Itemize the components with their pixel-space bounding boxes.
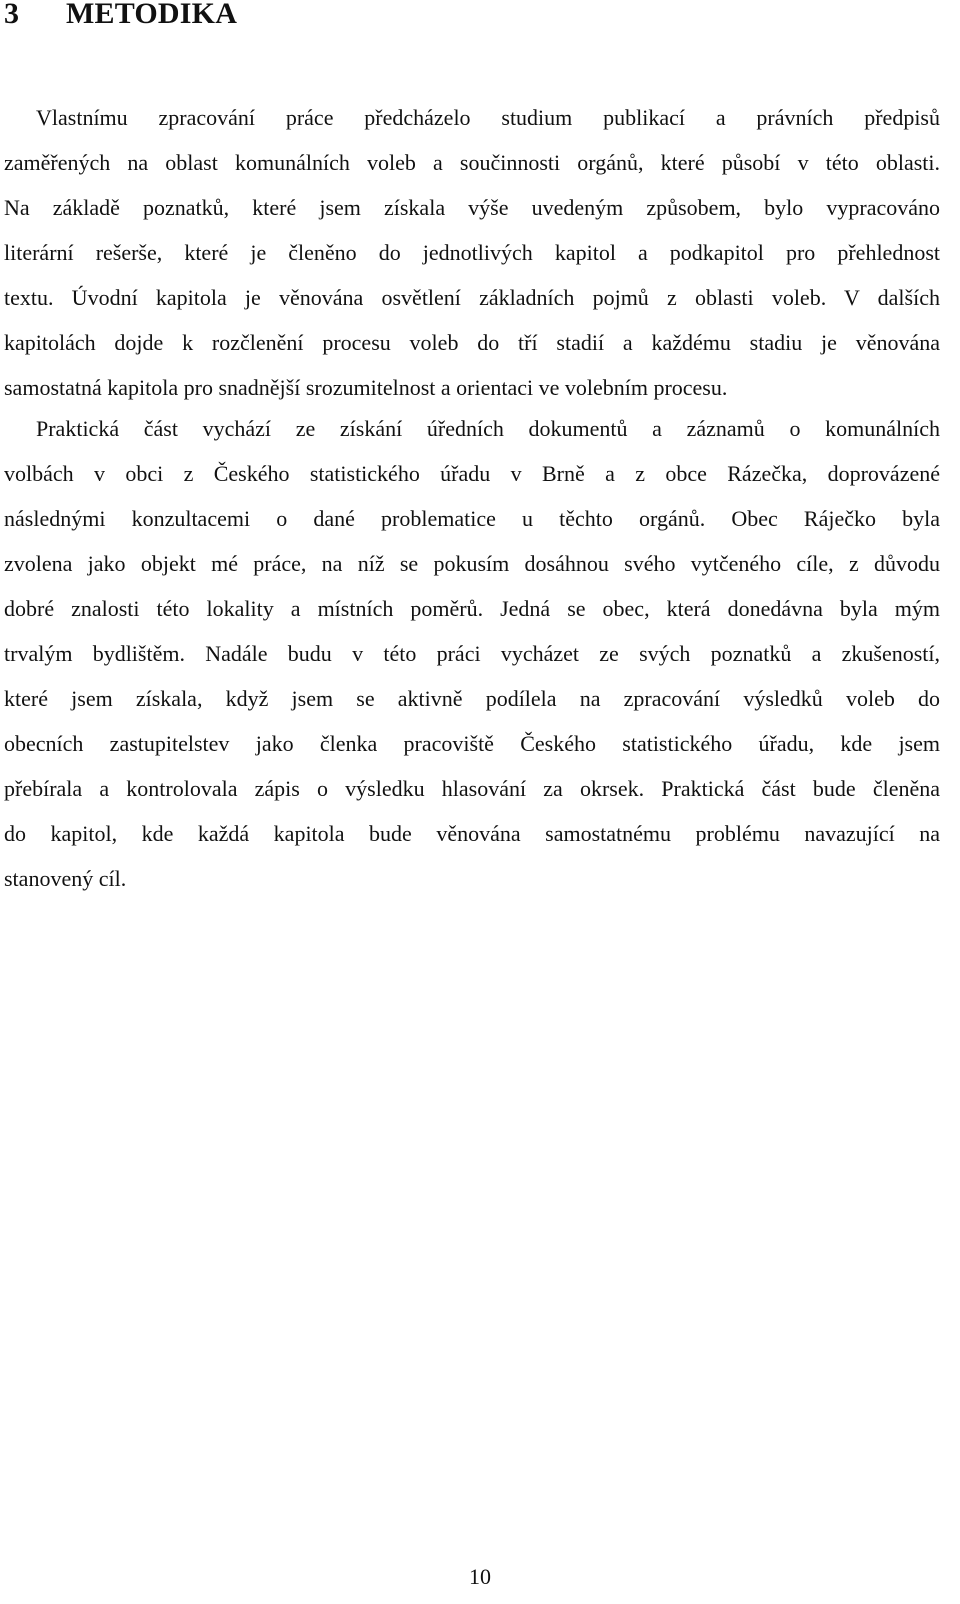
paragraph-2	[4, 406, 940, 901]
paragraph-line: textu. Úvodní kapitola je věnována osvětlení základních pojmů z oblasti voleb. V dalších	[4, 285, 940, 310]
paragraph-1	[4, 95, 940, 410]
paragraph-line: obecních zastupitelstev jako členka pracoviště Českého statistického úřadu, kde jsem	[4, 731, 940, 756]
paragraph-line: přebírala a kontrolovala zápis o výsledku hlasování za okrsek. Praktická část bude členěna	[4, 776, 940, 801]
paragraph-line: kapitolách dojde k rozčlenění procesu voleb do tří stadií a každému stadiu je věnována	[4, 330, 940, 355]
paragraph-line: volbách v obci z Českého statistického úřadu v Brně a z obce Rázečka, doprovázené	[4, 461, 940, 486]
page-number: 10	[469, 1564, 491, 1589]
paragraph-line: které jsem získala, když jsem se aktivně podílela na zpracování výsledků voleb do	[4, 686, 940, 711]
paragraph-line: dobré znalosti této lokality a místních poměrů. Jedná se obec, která donedávna byla mým	[4, 596, 940, 621]
chapter-heading	[4, 0, 237, 32]
paragraph-line: do kapitol, kde každá kapitola bude věnována samostatnému problému navazující na	[4, 821, 940, 846]
paragraph-line: literární rešerše, které je členěno do jednotlivých kapitol a podkapitol pro přehlednost	[4, 240, 940, 265]
paragraph-line: samostatná kapitola pro snadnější srozumitelnost a orientaci ve volebním procesu.	[4, 375, 728, 400]
chapter-title: METODIKA	[66, 0, 238, 30]
paragraph-line: následnými konzultacemi o dané problematice u těchto orgánů. Obec Ráječko byla	[4, 506, 940, 531]
paragraph-line: trvalým bydlištěm. Nadále budu v této práci vycházet ze svých poznatků a zkušeností,	[4, 641, 940, 666]
paragraph-line: Na základě poznatků, které jsem získala výše uvedeným způsobem, bylo vypracováno	[4, 195, 940, 220]
paragraph-line: zvolena jako objekt mé práce, na níž se pokusím dosáhnou svého vytčeného cíle, z důvodu	[4, 551, 940, 576]
paragraph-line: zaměřených na oblast komunálních voleb a součinnosti orgánů, které působí v této oblasti.	[4, 150, 940, 175]
paragraph-line: stanovený cíl.	[4, 866, 127, 891]
paragraph-line: Praktická část vychází ze získání úředních dokumentů a záznamů o komunálních	[36, 416, 940, 441]
paragraph-line: Vlastnímu zpracování práce předcházelo studium publikací a právních předpisů	[36, 105, 940, 130]
chapter-number: 3	[4, 0, 20, 30]
